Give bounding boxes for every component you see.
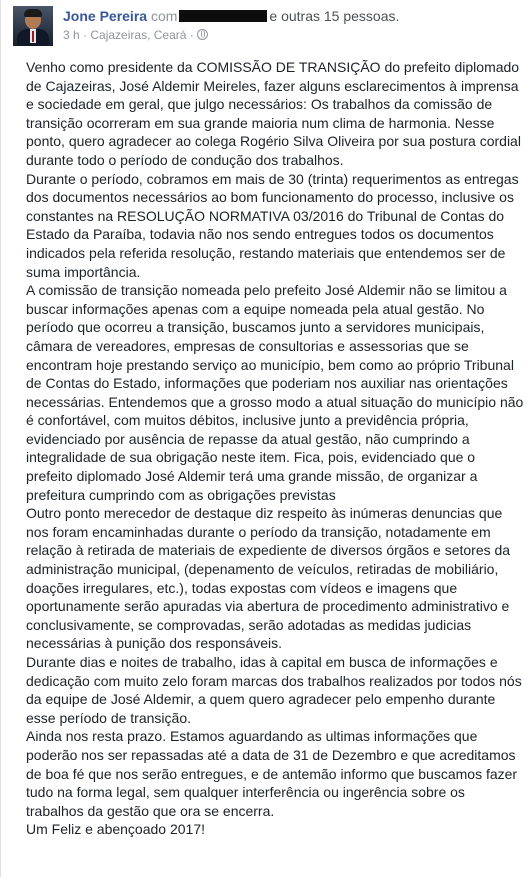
globe-icon[interactable] — [197, 29, 208, 40]
post-timestamp-link[interactable]: 3 h — [63, 28, 80, 42]
post-paragraph: Venho como presidente da COMISSÃO DE TRANSIÇÃO do prefeito diplomado de Cajazeiras, José Aldemir Meireles, fazer alguns esclarecimentos à imprensa e sociedade em geral, que julgo necessários: Os trabalhos da comissão de transição ocorreram em sua grande maioria num clima de harmonia. Nesse ponto, quero agradecer ao colega Rogério Silva Oliveira por sua postura cordial durante todo o período de condução dos trabalhos. — [26, 59, 521, 168]
post-paragraph: Durante o período, cobramos em mais de 30 (trinta) requerimentos as entregas dos documentos necessários ao bom funcionamento do processo, inclusive os constantes na RESOLUÇÃO NORMATIVA 03/2016 do Tribunal de Contas do Estado da Paraíba, todavia não nos sendo entregues todos os documentos indicados pela referida resolução, restando materiais que entendemos ser de suma importância. — [26, 170, 519, 280]
post-meta — [63, 28, 208, 42]
tagged-others-link[interactable]: e outras 15 pessoas. — [269, 8, 400, 24]
meta-separator-2: · — [189, 28, 194, 42]
post-paragraph: A comissão de transição nomeada pelo prefeito José Aldemir não se limitou a buscar informações apenas com a equipe nomeada pela atual gestão. No período que ocorreu a transição, buscamos junto a servidores municipais, câmara de vereadores, empresas de consultorias e assessorias que se encontram hoje prestando serviço ao município, bem como ao próprio Tribunal de Contas do Estado, informações que poderiam nos auxiliar nas orientações necessárias. Entendemos que a grosso modo a atual situação do município não é confortável, com muitos débitos, inclusive junto a previdência própria, evidenciado por ausência de repasse da atual gestão, não cumprindo a integralidade de sua obrigação neste item. Fica, pois, evidenciado que o prefeito diplomado José Aldemir terá uma grande missão, de organizar a prefeitura cumprindo com as obrigações previstas — [26, 282, 524, 503]
post-paragraph: Ainda nos resta prazo. Estamos aguardando as ultimas informações que poderão nos ser repassadas até a data de 31 de Dezembro e que acreditamos de boa fé que nos serão entregues, e de antemão informo que buscamos fazer tudo na forma legal, sem qualquer interferência ou ingerência sobre os trabalhos da gestão que ora se encerra. — [26, 728, 518, 819]
with-prefix: com — [150, 8, 178, 24]
post-paragraph: Outro ponto merecedor de destaque diz respeito às inúmeras denuncias que nos foram encaminhadas durante o período da transição, notadamente em relação à retirada de materiais de expediente de diversos órgãos e setores da administração municipal, (depenamento de veículos, retiradas de mobiliário, doações irregulares, etc.), todas expostas com vídeos e imagens que oportunamente serão apuradas via abertura de procedimento administrativo e conclusivamente, se comprovadas, serão adotadas as medidas judicias necessárias à punição dos responsáveis. — [26, 505, 511, 652]
meta-separator: · — [83, 28, 88, 42]
avatar-tie — [32, 31, 34, 42]
author-avatar[interactable] — [13, 6, 53, 46]
avatar-hair — [24, 9, 42, 17]
post-headline — [63, 8, 399, 24]
post-paragraph: Um Feliz e abençoado 2017! — [26, 821, 205, 838]
post-paragraph: Durante dias e noites de trabalho, idas à capital em busca de informações e dedicação com muito zelo foram marcas dos trabalhos realizados por todos nós da equipe de José Aldemir, a quem quero agradecer pelo empenho durante esse período de transição. — [26, 654, 522, 726]
location-link[interactable]: Cajazeiras, Ceará — [90, 28, 187, 42]
redacted-tagged-name — [179, 10, 267, 22]
author-name-link[interactable]: Jone Pereira — [63, 8, 148, 24]
post-body — [26, 58, 524, 839]
post-header — [13, 6, 519, 46]
